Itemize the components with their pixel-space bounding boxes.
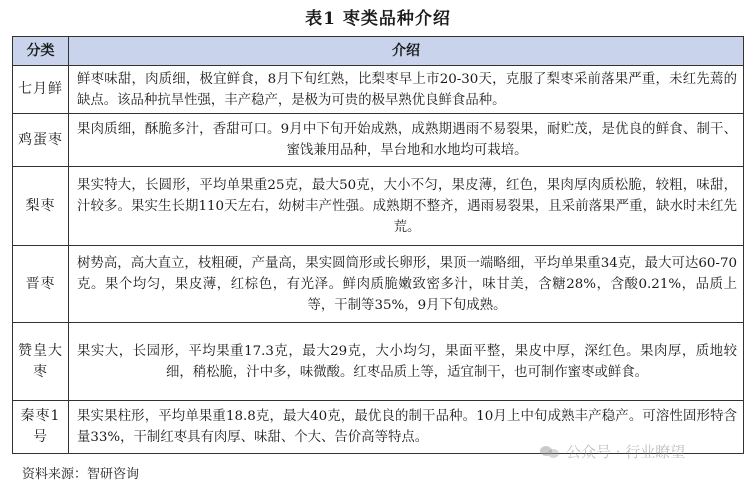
row-description: 果实果柱形，平均单果重18.8克，最大40克，最优良的制干品种。10月上中旬成熟丰产稳产。可溶性固形特含量33%，干制红枣具有肉厚、味甜、个大、告价高等特点。 xyxy=(69,401,744,454)
row-category: 七月鲜 xyxy=(13,66,69,114)
watermark-text: 公众号 · 行业瞭望 xyxy=(566,443,686,461)
row-description: 果实特大，长圆形，平均单果重25克，最大50克，大小不匀，果皮薄，红色，果肉厚肉质松脆，较粗，味甜，汁较多。果实生长期110天左右，幼树丰产性强。成熟期不整齐，遇雨易裂果，且采前落果严重，缺水时未红先荒。 xyxy=(69,167,744,246)
row-category: 晋枣 xyxy=(13,246,69,323)
row-category: 秦枣1号 xyxy=(13,401,69,454)
wechat-icon xyxy=(540,444,560,460)
watermark xyxy=(540,441,685,462)
table-row xyxy=(13,167,744,246)
row-category: 赞皇大枣 xyxy=(13,323,69,401)
row-category: 鸡蛋枣 xyxy=(13,114,69,167)
header-category: 分类 xyxy=(13,37,69,66)
row-description: 树势高，高大直立，枝粗硬，产量高，果实圆筒形或长卵形，果顶一端略细，平均单果重34克，最大可达60-70克。果个均匀，果皮薄，红棕色，有光泽。鲜肉质脆嫩致密多汁，味甘美，含糖28%，含酸0.21%，品质上等，干制等35%，9月下旬成熟。 xyxy=(69,246,744,323)
table-row xyxy=(13,246,744,323)
table-row xyxy=(13,66,744,114)
table-row xyxy=(13,114,744,167)
jujube-varieties-table xyxy=(12,36,744,454)
row-description: 果肉质细，酥脆多汁，香甜可口。9月中下旬开始成熟，成熟期遇雨不易裂果，耐贮茂，是优良的鲜食、制干、蜜饯兼用品种，旱台地和水地均可栽培。 xyxy=(69,114,744,167)
table-row xyxy=(13,323,744,401)
source-note: 资料来源：智研咨询 xyxy=(22,467,140,482)
header-description: 介绍 xyxy=(69,37,744,66)
row-category: 梨枣 xyxy=(13,167,69,246)
table-title: 表1 枣类品种介绍 xyxy=(305,9,451,29)
table-header-row xyxy=(13,37,744,66)
row-description: 鲜枣味甜，肉质细，极宜鲜食，8月下旬红熟，比梨枣早上市20-30天，克服了梨枣采前落果严重，未红先蔫的缺点。该品种抗旱性强，丰产稳产，是极为可贵的极早熟优良鲜食品种。 xyxy=(69,66,744,114)
row-description: 果实大，长园形，平均果重17.3克，最大29克，大小均匀，果面平整，果皮中厚，深红色。果肉厚，质地较细，稍松脆，汁中多，味微酸。红枣品质上等，适宜制干，也可制作蜜枣或鲜食。 xyxy=(69,323,744,401)
